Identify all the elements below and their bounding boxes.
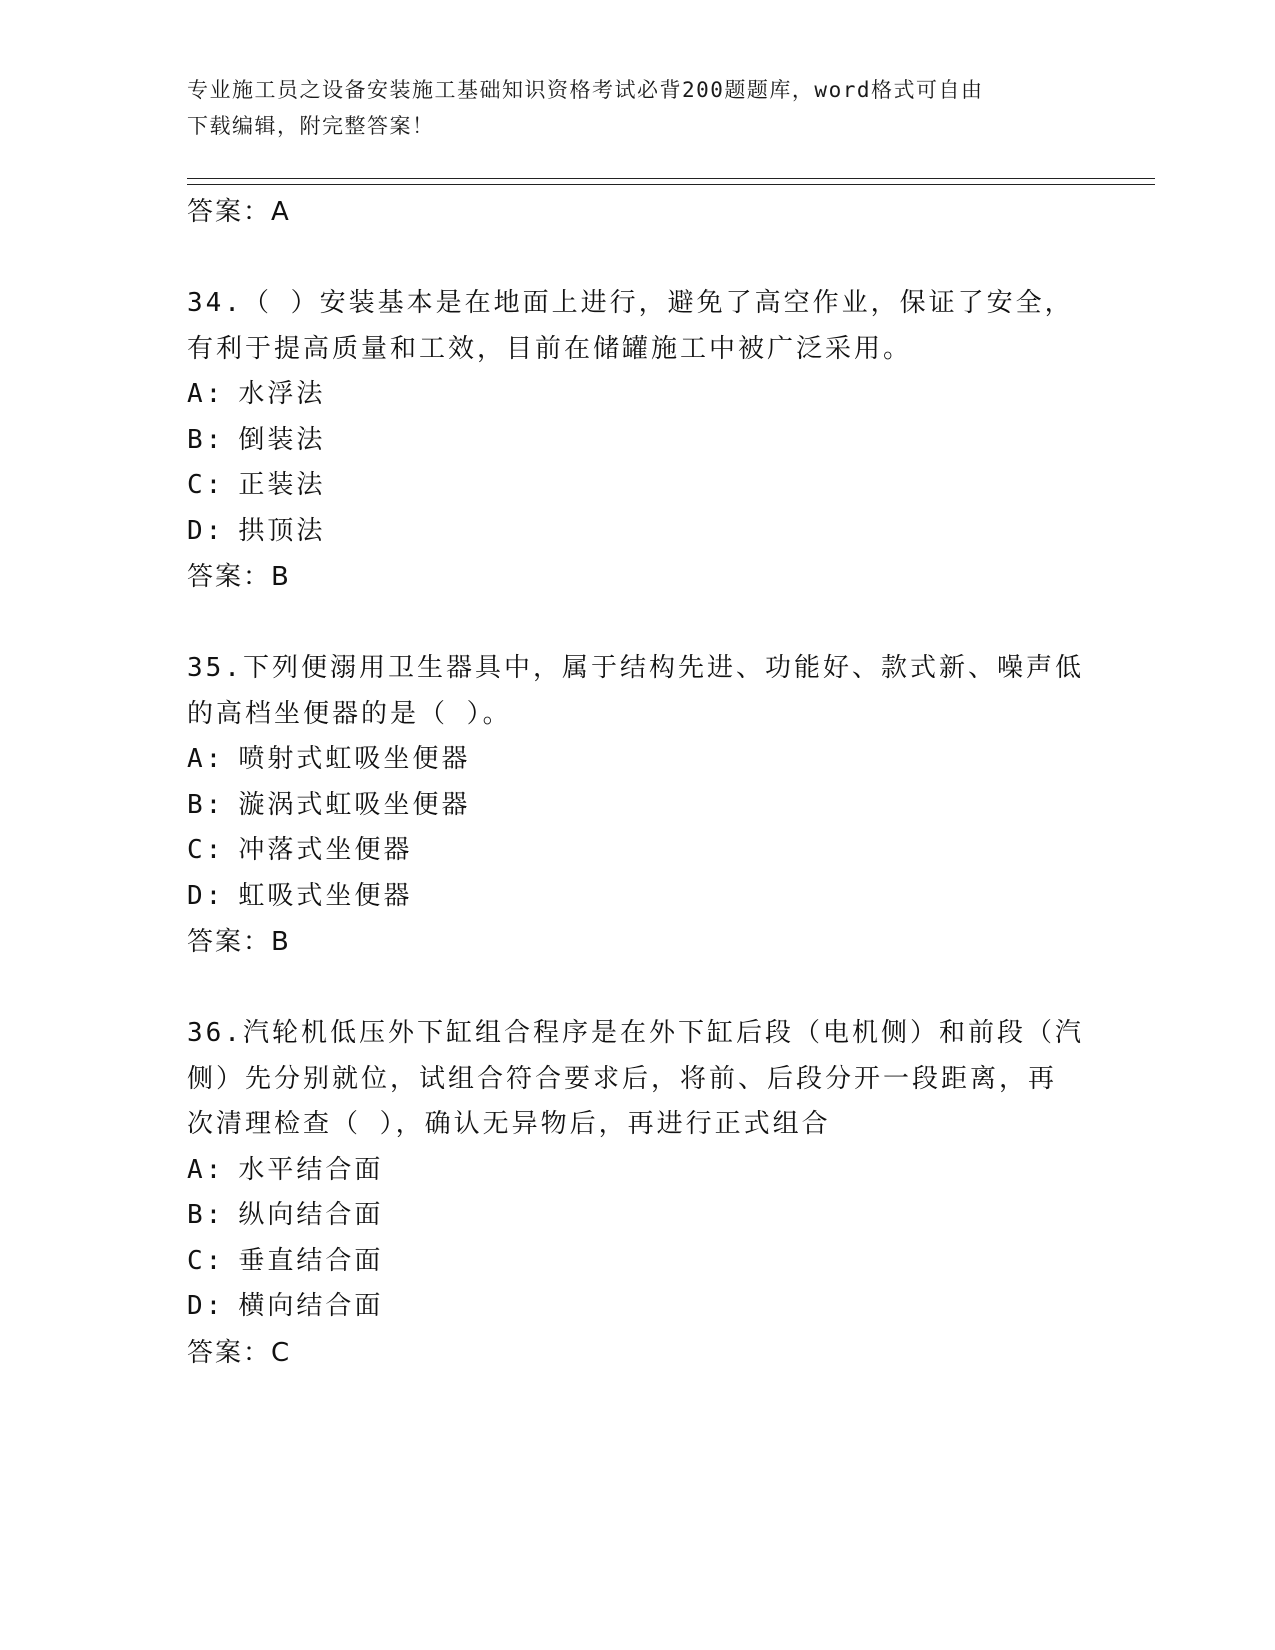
option-key: C:: [187, 1245, 225, 1276]
option-text: 水浮法: [238, 379, 326, 409]
option-text: 纵向结合面: [238, 1200, 384, 1230]
question-text-line: 的高档坐便器的是（ ）。: [187, 698, 512, 729]
option-c: [187, 828, 1087, 874]
option-b: [187, 783, 1087, 829]
option-key: B:: [187, 424, 225, 455]
option-text: 漩涡式虹吸坐便器: [238, 789, 471, 820]
option-a: [187, 737, 1087, 783]
option-c: [187, 1239, 1087, 1285]
option-key: D:: [187, 1291, 225, 1321]
question-text-line: 有利于提高质量和工效，目前在储罐施工中被广泛采用。: [187, 333, 913, 364]
header-title-line-1: 专业施工员之设备安装施工基础知识资格考试必背200题题库，word格式可自由: [187, 78, 984, 102]
option-text: 虹吸式坐便器: [238, 880, 413, 911]
document-header: [187, 72, 1087, 144]
answer: 答案：C: [187, 1337, 292, 1368]
option-d: [187, 874, 1087, 920]
question-35: [187, 646, 1087, 965]
question-list: [187, 189, 1087, 1376]
question-36: [187, 1011, 1087, 1376]
option-d: [187, 509, 1087, 555]
question-text-line: 34.（ ）安装基本是在地面上进行，避免了高空作业，保证了安全，: [187, 288, 1074, 318]
question-34: [187, 281, 1087, 600]
question-text-line: 36.汽轮机低压外下缸组合程序是在外下缸后段（电机侧）和前段（汽: [187, 1018, 1084, 1048]
option-b: [187, 1193, 1087, 1239]
option-text: 喷射式虹吸坐便器: [238, 744, 471, 774]
question-text-line: 35.下列便溺用卫生器具中，属于结构先进、功能好、款式新、噪声低: [187, 653, 1084, 683]
option-text: 横向结合面: [238, 1291, 384, 1321]
option-text: 垂直结合面: [238, 1245, 384, 1276]
question-text-line: 侧）先分别就位，试组合符合要求后，将前、后段分开一段距离，再: [187, 1063, 1058, 1094]
option-text: 水平结合面: [238, 1154, 384, 1185]
option-key: C:: [187, 470, 225, 500]
previous-answer: 答案：A: [187, 197, 291, 227]
option-a: [187, 372, 1087, 418]
option-key: A:: [187, 1154, 225, 1185]
answer: 答案：B: [187, 562, 291, 592]
option-key: B:: [187, 1200, 225, 1230]
option-b: [187, 418, 1087, 464]
header-title-line-2: 下载编辑，附完整答案！: [187, 114, 435, 138]
option-c: [187, 463, 1087, 509]
option-a: [187, 1148, 1087, 1194]
question-text-line: 次清理检查（ ），确认无异物后，再进行正式组合: [187, 1109, 831, 1139]
option-text: 倒装法: [238, 424, 326, 455]
option-key: D:: [187, 880, 225, 911]
option-key: B:: [187, 789, 225, 820]
header-double-rule: [187, 178, 1155, 185]
option-text: 冲落式坐便器: [238, 835, 413, 865]
option-key: A:: [187, 744, 225, 774]
option-text: 拱顶法: [238, 515, 326, 546]
option-key: A:: [187, 379, 225, 409]
option-d: [187, 1284, 1087, 1330]
option-key: C:: [187, 835, 225, 865]
option-text: 正装法: [238, 470, 326, 500]
answer: 答案：B: [187, 927, 291, 957]
option-key: D:: [187, 515, 225, 546]
